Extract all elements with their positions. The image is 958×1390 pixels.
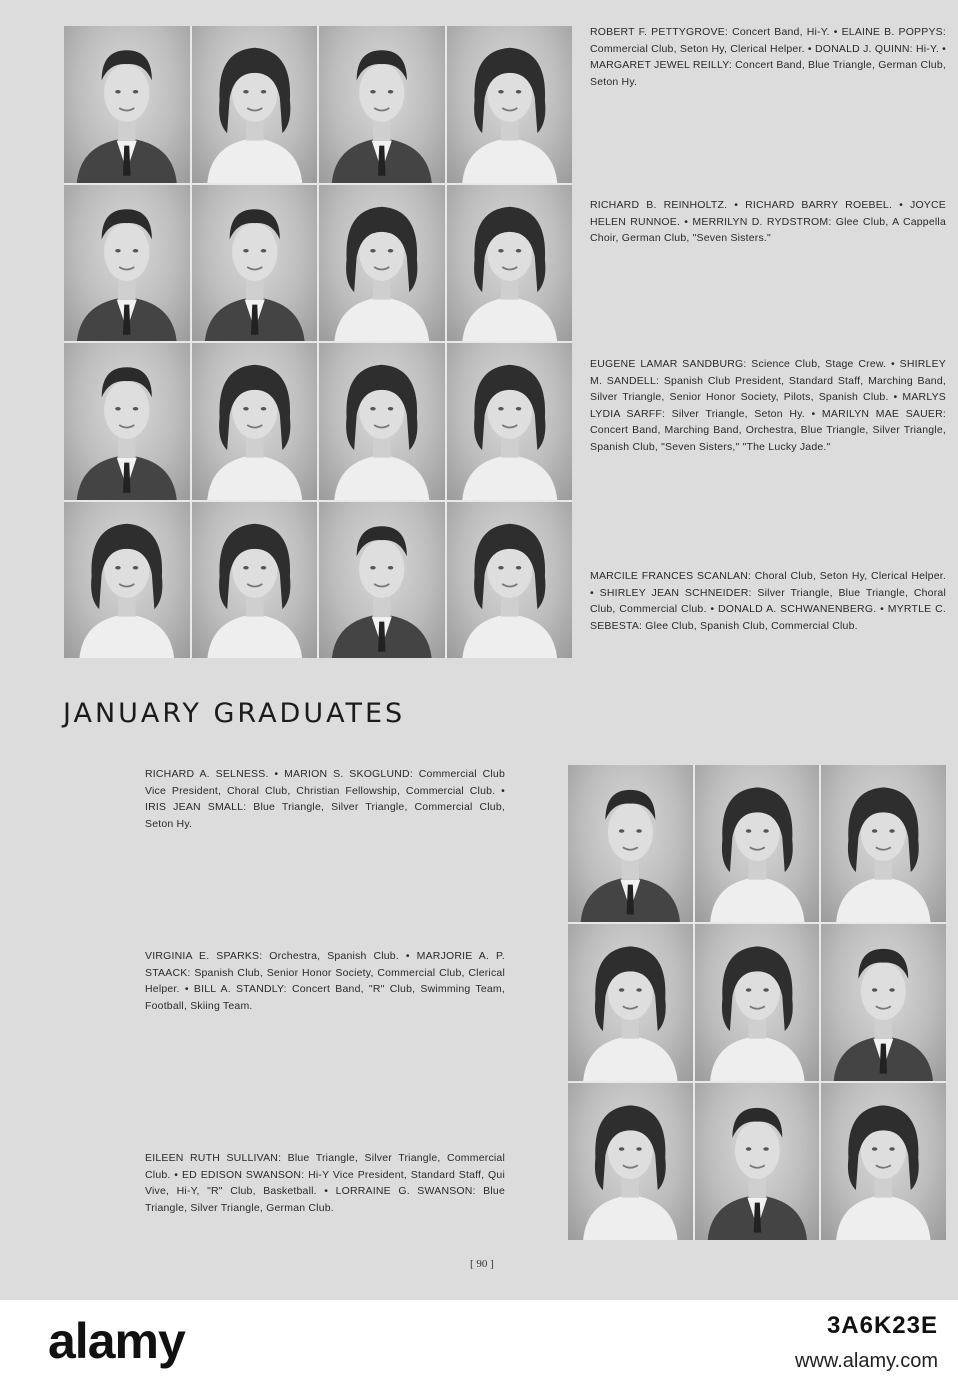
student-portrait bbox=[192, 502, 318, 659]
student-portrait bbox=[695, 924, 820, 1081]
student-portrait bbox=[319, 185, 445, 342]
page-number: [ 90 ] bbox=[470, 1258, 494, 1270]
portrait-grid-top bbox=[64, 26, 572, 658]
student-portrait bbox=[447, 185, 573, 342]
caption-row-2: RICHARD B. REINHOLTZ. • RICHARD BARRY ROEBEL. • JOYCE HELEN RUNNOE. • MERRILYN D. RYDSTROM: Glee Club, A Cappella Choir, German Club, "Seven Sisters." bbox=[590, 199, 946, 244]
student-portrait bbox=[64, 26, 190, 183]
caption-row-4: MARCILE FRANCES SCANLAN: Choral Club, Seton Hy, Clerical Helper. • SHIRLEY JEAN SCHNEIDER: Silver Triangle, Blue Triangle, Choral Club, Commercial Club. • DONALD A. SCHWANENBERG. • MYRTLE C. SEBESTA: Glee Club, Spanish Club, Commercial Club. bbox=[590, 570, 946, 632]
student-portrait bbox=[821, 1083, 946, 1240]
alamy-logo: alamy bbox=[48, 1313, 185, 1369]
student-portrait bbox=[568, 1083, 693, 1240]
student-portrait bbox=[64, 502, 190, 659]
student-portrait bbox=[568, 765, 693, 922]
caption-january-2: VIRGINIA E. SPARKS: Orchestra, Spanish Club. • MARJORIE A. P. STAACK: Spanish Club, Senior Honor Society, Commercial Club, Clerical Helper. • BILL A. STANDLY: Concert Band, "R" Club, Swimming Team, Football, Skiing Team. bbox=[145, 950, 505, 1012]
student-portrait bbox=[821, 924, 946, 1081]
student-portrait bbox=[568, 924, 693, 1081]
student-portrait bbox=[447, 26, 573, 183]
student-portrait bbox=[695, 1083, 820, 1240]
caption-row-3: EUGENE LAMAR SANDBURG: Science Club, Stage Crew. • SHIRLEY M. SANDELL: Spanish Club President, Standard Staff, Marching Band, Silver Triangle, Senior Honor Society, Pilots, Spanish Club. • MARLYS LYDIA SARFF: Silver Triangle, Seton Hy. • MARILYN MAE SAUER: Concert Band, Marching Band, Orchestra, Blue Triangle, Silver Triangle, Spanish Club, "Seven Sisters," "The Lucky Jade." bbox=[590, 358, 946, 453]
student-portrait bbox=[319, 502, 445, 659]
student-portrait bbox=[821, 765, 946, 922]
student-portrait bbox=[319, 343, 445, 500]
caption-january-3: EILEEN RUTH SULLIVAN: Blue Triangle, Silver Triangle, Commercial Club. • ED EDISON SWANSON: Hi-Y Vice President, Standard Staff, Qui Vive, Hi-Y, "R" Club, Basketball. • LORRAINE G. SWANSON: Blue Triangle, Silver Triangle, German Club. bbox=[145, 1152, 505, 1214]
image-id: 3A6K23E bbox=[826, 1312, 938, 1339]
image-url: www.alamy.com bbox=[795, 1350, 938, 1372]
caption-row-1: ROBERT F. PETTYGROVE: Concert Band, Hi-Y. • ELAINE B. POPPYS: Commercial Club, Seton Hy, Clerical Helper. • DONALD J. QUINN: Hi-Y. • MARGARET JEWEL REILLY: Concert Band, Blue Triangle, German Club, Seton Hy. bbox=[590, 26, 946, 88]
student-portrait bbox=[192, 185, 318, 342]
student-portrait bbox=[192, 343, 318, 500]
student-portrait bbox=[447, 502, 573, 659]
student-portrait bbox=[192, 26, 318, 183]
stock-footer bbox=[0, 1300, 958, 1390]
section-heading: JANUARY GRADUATES bbox=[63, 698, 406, 729]
student-portrait bbox=[447, 343, 573, 500]
portrait-grid-bottom bbox=[568, 765, 946, 1240]
student-portrait bbox=[319, 26, 445, 183]
student-portrait bbox=[695, 765, 820, 922]
caption-january-1: RICHARD A. SELNESS. • MARION S. SKOGLUND: Commercial Club Vice President, Choral Club, Christian Fellowship, Commercial Club. • IRIS JEAN SMALL: Blue Triangle, Silver Triangle, Commercial Club, Seton Hy. bbox=[145, 768, 505, 830]
student-portrait bbox=[64, 185, 190, 342]
student-portrait bbox=[64, 343, 190, 500]
